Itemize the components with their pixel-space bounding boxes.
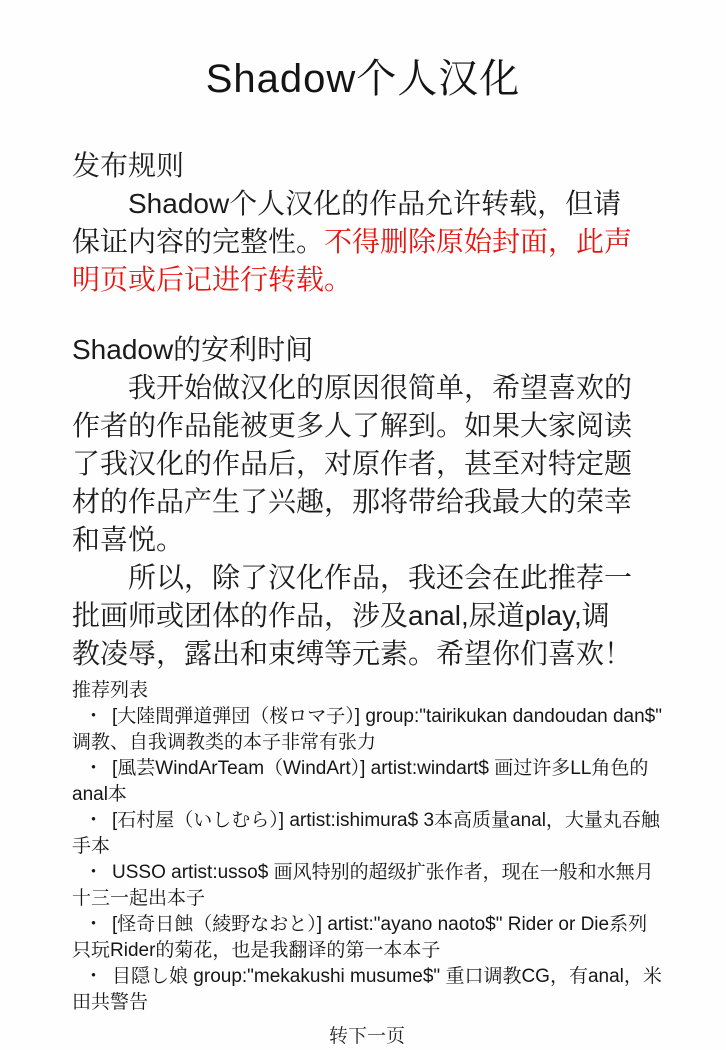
recommendation-list-title: 推荐列表 bbox=[72, 680, 149, 701]
release-rules-paragraph bbox=[72, 185, 634, 299]
list-item-ayano-naoto bbox=[72, 912, 666, 964]
list-item-windarteam bbox=[72, 756, 666, 808]
release-rules-section bbox=[72, 147, 634, 299]
page-title: Shadow个人汉化 bbox=[205, 57, 521, 101]
body-text-block bbox=[72, 147, 634, 673]
list-item-mekakushi-musume bbox=[72, 964, 666, 1016]
bullet-icon: ・ bbox=[84, 862, 104, 883]
list-item-text: 目隠し娘 group:"mekakushi musume$" 重口调教CG，有anal，米田共警告 bbox=[72, 966, 662, 1013]
release-rules-text: Shadow个人汉化的作品允许转载，但请保证内容的完整性。 bbox=[72, 188, 622, 257]
recommendation-paragraph-2: 所以，除了汉化作品，我还会在此推荐一批画师或团体的作品，涉及anal,尿道play,调教凌辱，露出和束缚等元素。希望你们喜欢！ bbox=[72, 562, 633, 669]
release-rules-heading: 发布规则 bbox=[72, 150, 185, 181]
recommendation-section bbox=[72, 331, 634, 673]
list-item-ishimura bbox=[72, 808, 666, 860]
list-item-usso bbox=[72, 860, 666, 912]
list-item-text: USSO artist:usso$ 画风特别的超级扩张作者，现在一般和水無月十三一起出本子 bbox=[72, 862, 654, 909]
release-rules-warning-text: 不得删除原始封面，此声明页或后记进行转载。 bbox=[72, 226, 633, 295]
bullet-icon: ・ bbox=[84, 706, 104, 727]
recommendation-paragraph-1: 我开始做汉化的原因很简单，希望喜欢的作者的作品能被更多人了解到。如果大家阅读了我汉化的作品后，对原作者，甚至对特定题材的作品产生了兴趣，那将带给我最大的荣幸和喜悦。 bbox=[72, 372, 633, 555]
bullet-icon: ・ bbox=[84, 758, 104, 779]
recommendation-list bbox=[72, 678, 666, 1016]
list-item-text: [怪奇日蝕（綾野なおと）] artist:"ayano naoto$" Rider or Die系列只玩Rider的菊花，也是我翻译的第一本本子 bbox=[72, 914, 648, 961]
recommendation-heading: Shadow的安利时间 bbox=[72, 334, 314, 365]
next-page-note: 转下一页 bbox=[328, 1026, 405, 1047]
list-item-tairikukan-dandoudan-dan bbox=[72, 704, 666, 756]
bullet-icon: ・ bbox=[84, 966, 104, 987]
bullet-icon: ・ bbox=[84, 810, 104, 831]
list-item-text: [風芸WindArTeam（WindArt）] artist:windart$ 画过许多LL角色的anal本 bbox=[72, 758, 649, 805]
list-item-text: [石村屋（いしむら）] artist:ishimura$ 3本高质量anal，大量丸吞触手本 bbox=[72, 810, 660, 857]
list-item-text: [大陸間弾道弾団（桜ロマ子）] group:"tairikukan dandoudan dan$" 调教、自我调教类的本子非常有张力 bbox=[72, 706, 662, 753]
bullet-icon: ・ bbox=[84, 914, 104, 935]
